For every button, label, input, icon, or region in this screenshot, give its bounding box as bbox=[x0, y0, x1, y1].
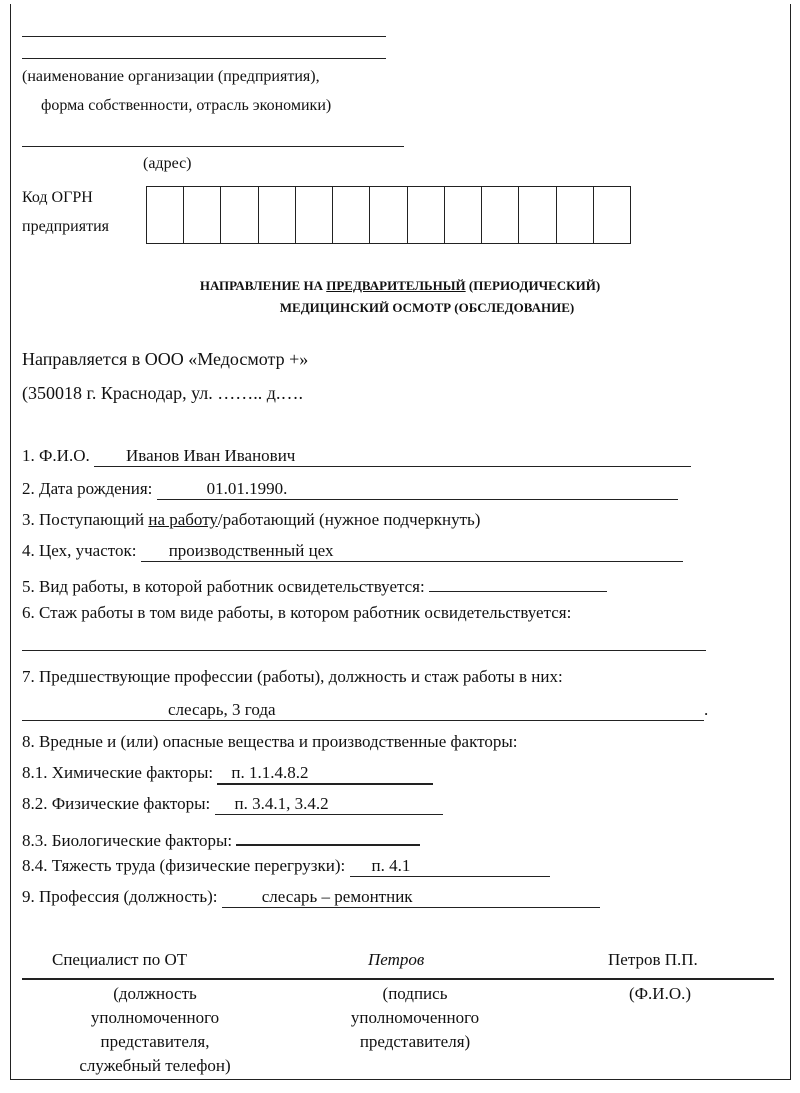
ogrn-code-grid[interactable] bbox=[146, 186, 631, 244]
field-2-value[interactable] bbox=[157, 479, 678, 500]
ogrn-cell[interactable] bbox=[221, 187, 258, 243]
field-8-4-label: 8.4. Тяжесть труда (физические перегрузки): bbox=[22, 856, 350, 875]
field-4-text: производственный цех bbox=[168, 541, 334, 560]
field-8-2-text: п. 3.4.1, 3.4.2 bbox=[234, 794, 329, 813]
org-caption-line1: (наименование организации (предприятия), bbox=[22, 68, 320, 85]
ogrn-cell[interactable] bbox=[557, 187, 594, 243]
title-underlined: ПРЕДВАРИТЕЛЬНЫЙ bbox=[326, 278, 466, 293]
field-1-text: Иванов Иван Иванович bbox=[125, 446, 296, 465]
destination-line2: (350018 г. Краснодар, ул. …….. д.…. bbox=[22, 383, 303, 403]
field-8-1-chemical bbox=[22, 763, 433, 785]
field-2-birthdate bbox=[22, 479, 678, 500]
field-6-experience: 6. Стаж работы в том виде работы, в котором работник освидетельствуется: bbox=[22, 603, 572, 622]
field-9-label: 9. Профессия (должность): bbox=[22, 887, 222, 906]
field-4-label: 4. Цех, участок: bbox=[22, 541, 141, 560]
ogrn-cell[interactable] bbox=[147, 187, 184, 243]
field-7-value[interactable] bbox=[22, 700, 704, 721]
field-8-4-labor-severity bbox=[22, 856, 550, 877]
field-1-label: 1. Ф.И.О. bbox=[22, 446, 94, 465]
title-suffix: (ПЕРИОДИЧЕСКИЙ) bbox=[465, 278, 601, 293]
field-8-3-value[interactable] bbox=[236, 825, 420, 846]
field-7-period: . bbox=[704, 700, 709, 719]
caption-signature-l2: уполномоченного bbox=[350, 1008, 480, 1027]
field-1-fio bbox=[22, 446, 691, 467]
ogrn-label-line1: Код ОГРН bbox=[22, 189, 93, 206]
ogrn-cell[interactable] bbox=[482, 187, 519, 243]
field-3-after: /работающий (нужное подчеркнуть) bbox=[217, 510, 481, 529]
ogrn-cell[interactable] bbox=[259, 187, 296, 243]
field-9-value[interactable] bbox=[222, 887, 600, 908]
field-3-underlined[interactable]: на работу bbox=[148, 510, 218, 529]
ogrn-cell[interactable] bbox=[519, 187, 556, 243]
caption-signature-l1: (подпись bbox=[382, 984, 448, 1003]
ogrn-label-line2: предприятия bbox=[22, 218, 109, 235]
caption-position-l4: служебный телефон) bbox=[79, 1056, 231, 1075]
org-caption-line2: форма собственности, отрасль экономики) bbox=[41, 97, 332, 114]
field-4-workshop bbox=[22, 541, 683, 562]
field-6-value-line[interactable] bbox=[22, 650, 706, 651]
field-8-2-label: 8.2. Физические факторы: bbox=[22, 794, 215, 813]
field-2-label: 2. Дата рождения: bbox=[22, 479, 157, 498]
field-8-hazards: 8. Вредные и (или) опасные вещества и производственные факторы: bbox=[22, 732, 518, 751]
address-line[interactable] bbox=[22, 146, 404, 147]
field-8-2-value[interactable] bbox=[215, 794, 443, 815]
field-5-work-type bbox=[22, 572, 607, 597]
ogrn-cell[interactable] bbox=[408, 187, 445, 243]
document-title-line2: МЕДИЦИНСКИЙ ОСМОТР (ОБСЛЕДОВАНИЕ) bbox=[279, 300, 575, 315]
org-name-line-2[interactable] bbox=[22, 58, 386, 59]
ogrn-cell[interactable] bbox=[333, 187, 370, 243]
field-9-profession bbox=[22, 887, 600, 908]
field-8-1-label: 8.1. Химические факторы: bbox=[22, 763, 218, 782]
field-7-text: слесарь, 3 года bbox=[168, 700, 276, 719]
field-7-previous-jobs: 7. Предшествующие профессии (работы), должность и стаж работы в них: bbox=[22, 667, 563, 686]
ogrn-cell[interactable] bbox=[184, 187, 221, 243]
field-3-status bbox=[22, 510, 480, 530]
document-title-line1 bbox=[0, 278, 800, 294]
destination-line1: Направляется в ООО «Медосмотр +» bbox=[22, 349, 309, 369]
title-prefix: НАПРАВЛЕНИЕ НА bbox=[199, 278, 327, 293]
field-5-value[interactable] bbox=[429, 572, 607, 592]
ogrn-cell[interactable] bbox=[370, 187, 407, 243]
field-8-4-value[interactable] bbox=[350, 856, 550, 877]
field-8-1-text: п. 1.1.4.8.2 bbox=[231, 763, 309, 782]
caption-position-l2: уполномоченного bbox=[90, 1008, 220, 1027]
caption-signature-l3: представителя) bbox=[359, 1032, 471, 1051]
field-7-value-row bbox=[22, 700, 708, 721]
caption-fio bbox=[560, 982, 760, 1006]
field-5-label: 5. Вид работы, в которой работник освидетельствуется: bbox=[22, 577, 429, 596]
field-8-1-value[interactable] bbox=[217, 763, 433, 785]
field-8-3-biological bbox=[22, 825, 420, 851]
ogrn-cell[interactable] bbox=[296, 187, 333, 243]
caption-position-l3: представителя, bbox=[100, 1032, 210, 1051]
signer-signature: Петров bbox=[368, 950, 425, 969]
field-2-text: 01.01.1990. bbox=[206, 479, 288, 498]
caption-position bbox=[40, 982, 270, 1078]
field-4-value[interactable] bbox=[141, 541, 683, 562]
signer-fio: Петров П.П. bbox=[608, 950, 698, 969]
ogrn-cell[interactable] bbox=[445, 187, 482, 243]
caption-signature bbox=[300, 982, 530, 1054]
address-caption: (адрес) bbox=[143, 155, 192, 172]
ogrn-cell[interactable] bbox=[594, 187, 630, 243]
org-name-line-1[interactable] bbox=[22, 36, 386, 37]
field-1-value[interactable] bbox=[94, 446, 691, 467]
field-3-before: 3. Поступающий bbox=[22, 510, 149, 529]
caption-fio-l1: (Ф.И.О.) bbox=[628, 984, 692, 1003]
caption-position-l1: (должность bbox=[113, 984, 197, 1003]
signature-line[interactable] bbox=[22, 978, 774, 980]
field-8-2-physical bbox=[22, 794, 443, 815]
field-8-3-label: 8.3. Биологические факторы: bbox=[22, 831, 237, 850]
signer-position: Специалист по ОТ bbox=[52, 950, 188, 969]
field-9-text: слесарь – ремонтник bbox=[261, 887, 413, 906]
field-8-4-text: п. 4.1 bbox=[371, 856, 411, 875]
